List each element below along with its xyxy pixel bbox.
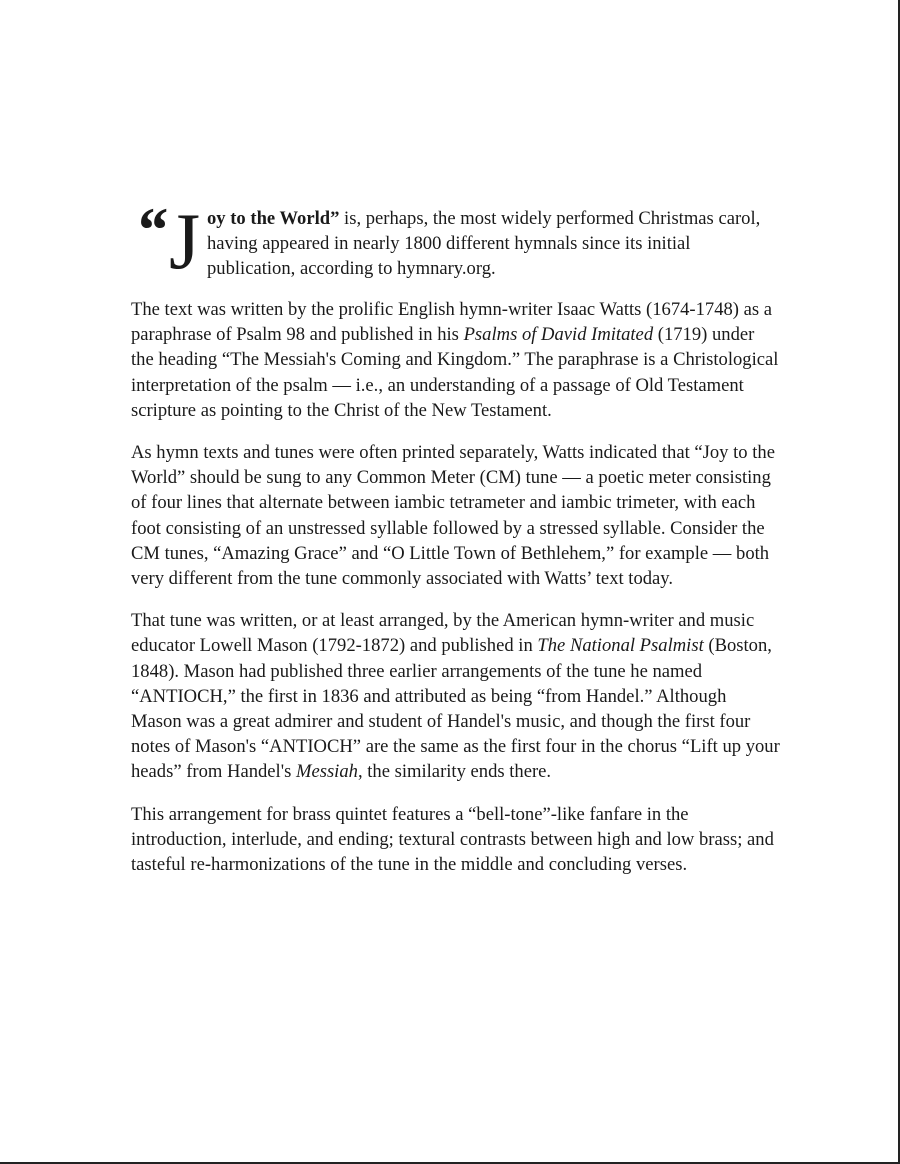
program-note-text <box>131 194 781 894</box>
text-span: (1719) under the heading “The Messiah's Coming and Kingdom.” The paraphrase is a Christological interpretation of the psalm — i.e., an understanding of a passage of Old Testament scripture as pointing to the Christ of the New Testament. <box>131 324 779 421</box>
text-span: This arrangement for brass quintet features a “bell-tone”-like fanfare in the introduction, interlude, and ending; textural contrasts between high and low brass; and tasteful re-harmonizations of the tune in the middle and concluding verses. <box>131 803 774 876</box>
book-title: The National Psalmist <box>537 635 704 657</box>
paragraph-tune-history <box>131 608 781 784</box>
text-span: That tune was written, or at least arranged, by the American hymn-writer and music educator Lowell Mason (1792-1872) and published in <box>131 610 755 657</box>
text-span: , the similarity ends there. <box>357 761 552 783</box>
text-span: (Boston, 1848). Mason had published three earlier arrangements of the tune he named “ANTIOCH,” the first in 1836 and attributed as being “from Handel.” Although Mason was a great admirer and student of Handel's music, and though the first four notes of Mason's “ANTIOCH” are the same as the first four in the chorus “Lift up your heads” from Handel's <box>131 635 780 783</box>
drop-cap-letter: J <box>169 198 201 286</box>
intro-text: is, perhaps, the most widely performed Christmas carol, having appeared in nearly 1800 different hymnals since its initial publication, according to hymnary.org. <box>207 208 761 280</box>
paragraph-arrangement <box>131 802 781 878</box>
carol-title: oy to the World” <box>207 208 340 229</box>
intro-paragraph <box>131 194 781 286</box>
drop-cap-quote: “ <box>135 194 161 265</box>
book-title: Psalms of David Imitated <box>463 324 654 346</box>
paragraph-common-meter <box>131 440 781 591</box>
work-title: Messiah <box>295 761 358 783</box>
text-span: The text was written by the prolific English hymn-writer Isaac Watts (1674-1748) as a paraphrase of Psalm 98 and published in his <box>131 299 773 346</box>
drop-cap <box>131 194 207 286</box>
text-span: As hymn texts and tunes were often printed separately, Watts indicated that “Joy to the World” should be sung to any Common Meter (CM) tune — a poetic meter consisting of four lines that alternate between iambic tetrameter and iambic trimeter, with each foot consisting of an unstressed syllable followed by a stressed syllable. Consider the CM tunes, “Amazing Grace” and “O Little Town of Bethlehem,” for example — both very different from the tune commonly associated with Watts’ text today. <box>131 442 775 590</box>
paragraph-text-origin <box>131 297 781 423</box>
